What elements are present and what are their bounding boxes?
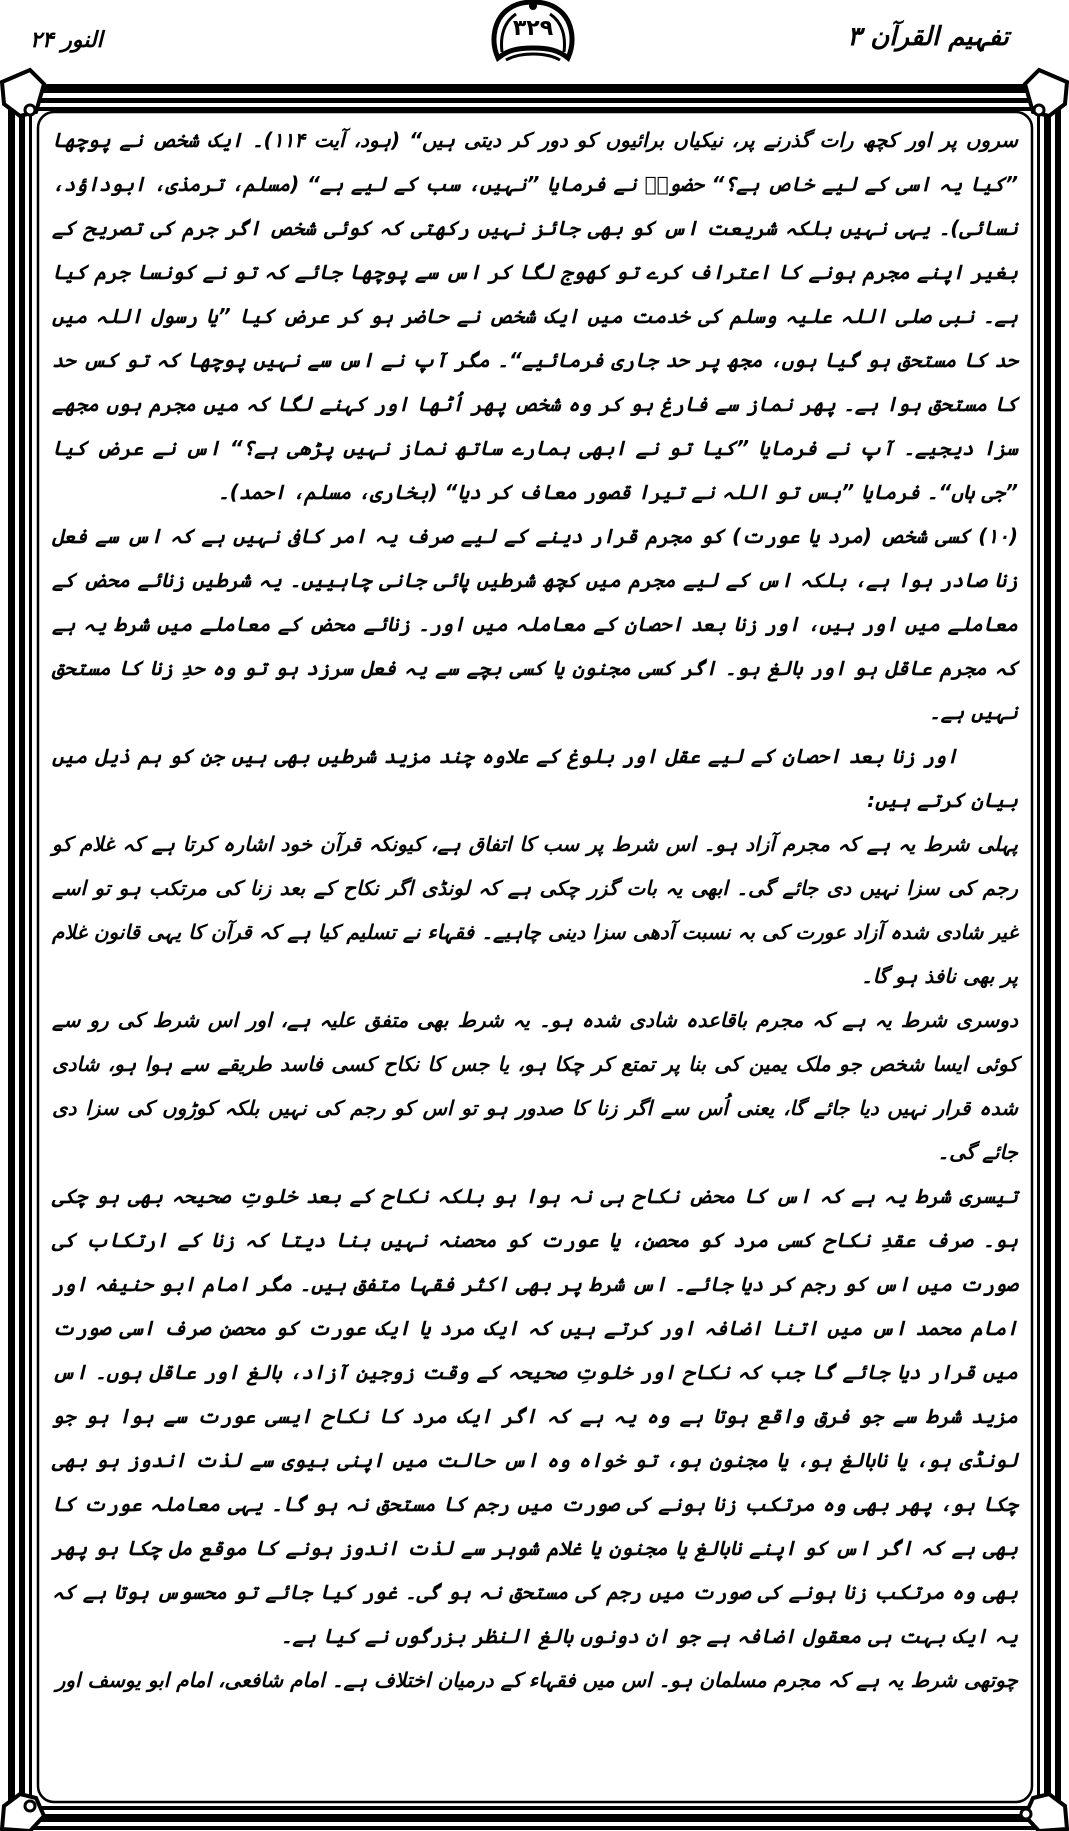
corner-ornament-top-right [1025,70,1067,116]
paragraph: سروں پر اور کچھ رات گذرنے پر، نیکیاں برائیوں کو دور کر دیتی ہیں“ (ہود، آیت ۱۱۴)۔ ایک شخص نے پوچھا ”کیا یہ اسی کے لیے خاص ہے؟“ حضورؐ نے فرمایا ”نہیں، سب کے لیے ہے“ (مسلم، ترمذی، ابوداؤد، نسائی)۔ یہی نہیں بلکہ شریعت اس کو بھی جائز نہیں رکھتی کہ کوئی شخص اگر جرم کی تصریح کے بغیر اپنے مجرم ہونے کا اعتراف کرے تو کھوج لگا کر اس سے پوچھا جائے کہ تو نے کونسا جرم کیا ہے۔ نبی صلی اللہ علیہ وسلم کی خدمت میں ایک شخص نے حاضر ہو کر عرض کیا ”یا رسول اللہ میں حد کا مستحق ہو گیا ہوں، مجھ پر حد جاری فرمائیے“۔ مگر آپ نے اس سے نہیں پوچھا کہ تو کس حد کا مستحق ہوا ہے۔ پھر نماز سے فارغ ہو کر وہ شخص پھر اُٹھا اور کہنے لگا کہ میں مجرم ہوں مجھے سزا دیجیے۔ آپ نے فرمایا ”کیا تو نے ابھی ہمارے ساتھ نماز نہیں پڑھی ہے؟“ اس نے عرض کیا ”جی ہاں“۔ فرمایا ”بس تو اللہ نے تیرا قصور معاف کر دیا“ (بخاری، مسلم، احمد)۔ [52,128,1019,504]
paragraph: (۱۰) کسی شخص (مرد یا عورت) کو مجرم قرار دینے کے لیے صرف یہ امر کافی نہیں ہے کہ اس سے فعل زنا صادر ہوا ہے، بلکہ اس کے لیے مجرم میں کچھ شرطیں پائی جانی چاہییں۔ یہ شرطیں زنائے محض کے معاملے میں اور ہیں، اور زنا بعد احصان کے معاملہ میں اور۔ زنائے محض کے معاملے میں شرط یہ ہے کہ مجرم عاقل ہو اور بالغ ہو۔ اگر کسی مجنون یا کسی بچے سے یہ فعل سرزد ہو تو وہ حدِ زنا کا مستحق نہیں ہے۔ [52,524,1018,724]
book-title: تفہیم القرآن ۳ [847,22,1009,52]
corner-ornament-top-left [2,70,44,116]
paragraph: پہلی شرط یہ ہے کہ مجرم آزاد ہو۔ اس شرط پر سب کا اتفاق ہے، کیونکہ قرآن خود اشارہ کرتا ہے کہ غلام کو رجم کی سزا نہیں دی جائے گی۔ ابھی یہ بات گزر چکی ہے کہ لونڈی اگر نکاح کے بعد زنا کی مرتکب ہو تو اسے غیر شادی شدہ آزاد عورت کی بہ نسبت آدھی سزا دینی چاہیے۔ فقہاء نے تسلیم کیا ہے کہ قرآن کا یہی قانون غلام پر بھی نافذ ہو گا۔ [52,832,1018,988]
commentary-text [52,118,1018,1788]
paragraph: دوسری شرط یہ ہے کہ مجرم باقاعدہ شادی شدہ ہو۔ یہ شرط بھی متفق علیہ ہے، اور اس شرط کی رو سے کوئی ایسا شخص جو ملک یمین کی بنا پر تمتع کر چکا ہو، یا جس کا نکاح کسی فاسد طریقے سے ہوا ہو، شادی شدہ قرار نہیں دیا جائے گا، یعنی اُس سے اگر زنا کا صدور ہو تو اس کو رجم کی نہیں بلکہ کوڑوں کی سزا دی جائے گی۔ [52,1008,1018,1164]
surah-reference: النور ۲۴ [30,28,103,53]
page-number: ۳۲۹ [512,16,554,41]
paragraph: چوتھی شرط یہ ہے کہ مجرم مسلمان ہو۔ اس میں فقہاء کے درمیان اختلاف ہے۔ امام شافعی، امام ابو یوسف اور [55,1668,1018,1692]
paragraph: اور زنا بعد احصان کے لیے عقل اور بلوغ کے علاوہ چند مزید شرطیں بھی ہیں جن کو ہم ذیل میں بیان کرتے ہیں: [52,744,1018,812]
paragraph: تیسری شرط یہ ہے کہ اس کا محض نکاح ہی نہ ہوا ہو بلکہ نکاح کے بعد خلوتِ صحیحہ بھی ہو چکی ہو۔ صرف عقدِ نکاح کسی مرد کو محصن، یا عورت کو محصنہ نہیں بنا دیتا کہ زنا کے ارتکاب کی صورت میں اس کو رجم کر دیا جائے۔ اس شرط پر بھی اکثر فقہا متفق ہیں۔ مگر امام ابو حنیفہ اور امام محمد اس میں اتنا اضافہ اور کرتے ہیں کہ ایک مرد یا ایک عورت کو محصن صرف اسی صورت میں قرار دیا جائے گا جب کہ نکاح اور خلوتِ صحیحہ کے وقت زوجین آزاد، بالغ اور عاقل ہوں۔ اس مزید شرط سے جو فرق واقع ہوتا ہے وہ یہ ہے کہ اگر ایک مرد کا نکاح ایسی عورت سے ہوا ہو جو لونڈی ہو، یا نابالغ ہو، یا مجنون ہو، تو خواہ وہ اس حالت میں اپنی بیوی سے لذت اندوز ہو بھی چکا ہو، پھر بھی وہ مرتکب زنا ہونے کی صورت میں رجم کا مستحق نہ ہو گا۔ یہی معاملہ عورت کا بھی ہے کہ اگر اس کو اپنے نابالغ یا مجنون یا غلام شوہر سے لذت اندوز ہونے کا موقع مل چکا ہو پھر بھی وہ مرتکب زنا ہونے کی صورت میں رجم کی مستحق نہ ہو گی۔ غور کیا جائے تو محسوس ہوتا ہے کہ یہ ایک بہت ہی معقول اضافہ ہے جو ان دونوں بالغ النظر بزرگوں نے کیا ہے۔ [52,1184,1018,1648]
